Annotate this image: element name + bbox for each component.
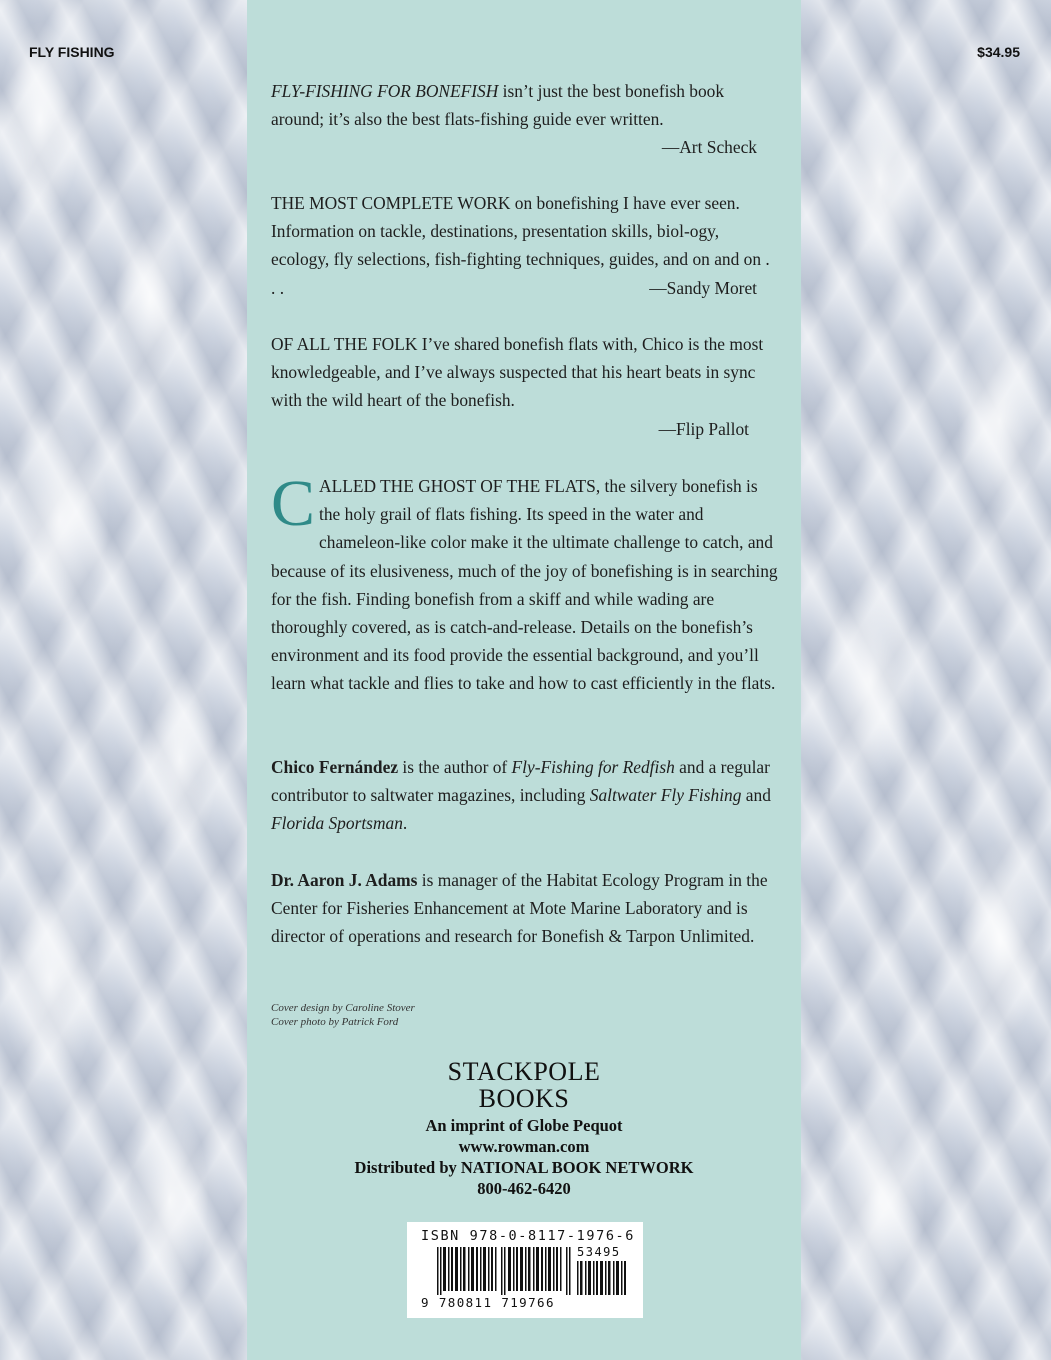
author-1-text-d: . <box>402 813 408 834</box>
publisher-block <box>247 1058 801 1199</box>
author-1-text-c: and <box>741 785 771 806</box>
blurb-1-title: FLY-FISHING FOR BONEFISH <box>271 81 499 101</box>
book-description <box>271 467 781 698</box>
isbn-barcode <box>407 1222 643 1318</box>
blurb-3 <box>271 330 781 443</box>
author-1-text-a: is the author of <box>398 757 512 777</box>
blurb-3-text: OF ALL THE FOLK I’ve shared bonefish flats with, Chico is the most knowledgeable, and I’ve always suspected that his heart beats in sync with the wild heart of the bonefish. <box>271 334 764 411</box>
blurb-2-text: THE MOST COMPLETE WORK on bonefishing I have ever seen. Information on tackle, destinations, presentation skills, biol-ogy, ecology, fly selections, fish-fighting techniques, guides, and on and on . . . <box>271 193 770 298</box>
blurb-1 <box>271 77 781 162</box>
author-1-name: Chico Fernández <box>271 757 399 777</box>
cover-photo-credit: Cover photo by Patrick Ford <box>271 1016 399 1028</box>
publisher-distributor: Distributed by NATIONAL BOOK NETWORK <box>354 1158 694 1177</box>
barcode-graphic <box>421 1247 633 1313</box>
cover-credits <box>271 1001 415 1029</box>
author-2-name: Dr. Aaron J. Adams <box>271 870 418 890</box>
category-label: FLY FISHING <box>29 44 115 60</box>
author-2-text: is manager of the Habitat Ecology Program in the Center for Fisheries Enhancement at Mote Marine Laboratory and is director of operations and research for Bonefish & Tarpon Unlimited. <box>271 870 768 947</box>
barcode-main-bars <box>437 1247 573 1295</box>
barcode-addon-digits: 53495 <box>577 1245 621 1259</box>
barcode-addon-bars <box>577 1261 629 1295</box>
blurb-2 <box>271 189 781 302</box>
author-bio-2 <box>271 866 781 951</box>
cover-design-credit: Cover design by Caroline Stover <box>271 1002 415 1014</box>
author-1-text-b: and a regular contributor to saltwater magazines, including <box>271 757 770 806</box>
blurb-1-text: isn’t just the best bonefish book around; it’s also the best flats-fishing guide ever written. <box>271 81 725 130</box>
author-1-book: Fly-Fishing for Redfish <box>511 757 675 777</box>
barcode-ean-digits: 9 780811 719766 <box>421 1295 555 1310</box>
isbn-label: ISBN 978-0-8117-1976-6 <box>421 1228 636 1244</box>
author-1-magazine-2: Florida Sportsman <box>271 813 403 834</box>
description-text: ALLED THE GHOST OF THE FLATS, the silvery bonefish is the holy grail of flats fishing. Its speed in the water and chameleon-like color make it the ultimate challenge to catch, and because of its elusiveness, much of the joy of bonefishing is in searching for the fish. Finding bonefish from a skiff and while wading are thoroughly covered, as is catch-and-release. Details on the bonefish’s environment and its food provide the essential background, and you’ll learn what tackle and flies to take and how to cast efficiently in the flats. <box>271 476 778 694</box>
publisher-name-line-2: BOOKS <box>478 1084 570 1113</box>
publisher-imprint: An imprint of Globe Pequot <box>425 1116 623 1135</box>
price-label: $34.95 <box>977 44 1020 60</box>
author-1-magazine-1: Saltwater Fly Fishing <box>589 785 742 806</box>
drop-cap: C <box>271 467 316 540</box>
publisher-name-line-1: STACKPOLE <box>447 1057 601 1086</box>
author-bio-1 <box>271 753 781 838</box>
blurb-3-attribution: —Flip Pallot <box>658 418 749 439</box>
blurb-2-attribution: —Sandy Moret <box>649 277 757 298</box>
publisher-website: www.rowman.com <box>458 1137 590 1156</box>
blurb-1-attribution: —Art Scheck <box>661 137 757 158</box>
publisher-phone: 800-462-6420 <box>477 1179 571 1198</box>
